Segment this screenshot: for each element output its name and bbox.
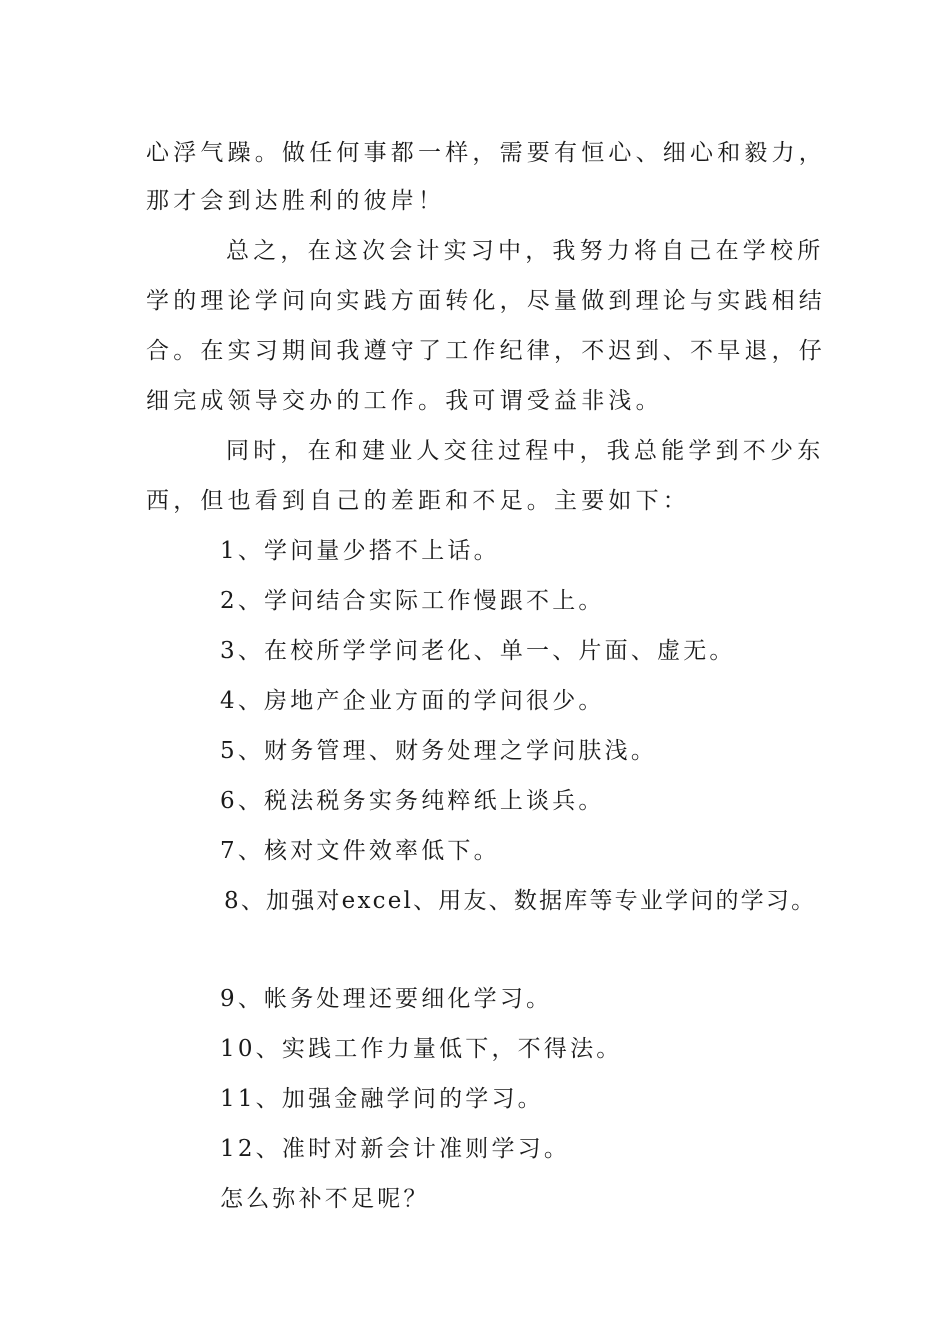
list-item: 12、准时对新会计准则学习。: [220, 1136, 571, 1162]
paragraph-2-line-3: 合。在实习期间我遵守了工作纪律，不迟到、不早退，仔: [146, 338, 826, 364]
list-item: 3、在校所学学问老化、单一、片面、虚无。: [220, 638, 736, 664]
paragraph-2-line-1: 总之，在这次会计实习中，我努力将自己在学校所: [226, 238, 825, 264]
paragraph-1-line-2: 那才会到达胜利的彼岸！: [146, 188, 446, 214]
list-item: 9、帐务处理还要细化学习。: [220, 986, 553, 1012]
closing-question: 怎么弥补不足呢？: [220, 1186, 430, 1212]
list-item: 7、核对文件效率低下。: [220, 838, 500, 864]
list-item: 1、学问量少搭不上话。: [220, 538, 500, 564]
paragraph-3-line-1: 同时，在和建业人交往过程中，我总能学到不少东: [226, 438, 825, 464]
paragraph-2-line-4: 细完成领导交办的工作。我可谓受益非浅。: [146, 388, 663, 414]
paragraph-2-line-2: 学的理论学问向实践方面转化，尽量做到理论与实践相结: [146, 288, 826, 314]
list-item: 11、加强金融学问的学习。: [220, 1086, 544, 1112]
list-item: 5、财务管理、财务处理之学问肤浅。: [220, 738, 658, 764]
list-item: 6、税法税务实务纯粹纸上谈兵。: [220, 788, 605, 814]
list-item: 2、学问结合实际工作慢跟不上。: [220, 588, 605, 614]
paragraph-3-line-2: 西，但也看到自己的差距和不足。主要如下：: [146, 488, 690, 514]
paragraph-1-line-1: 心浮气躁。做任何事都一样，需要有恒心、细心和毅力，: [146, 140, 826, 166]
list-item: 4、房地产企业方面的学问很少。: [220, 688, 605, 714]
list-item: 8、加强对excel、用友、数据库等专业学问的学习。: [224, 888, 817, 914]
list-item: 10、实践工作力量低下，不得法。: [220, 1036, 623, 1062]
